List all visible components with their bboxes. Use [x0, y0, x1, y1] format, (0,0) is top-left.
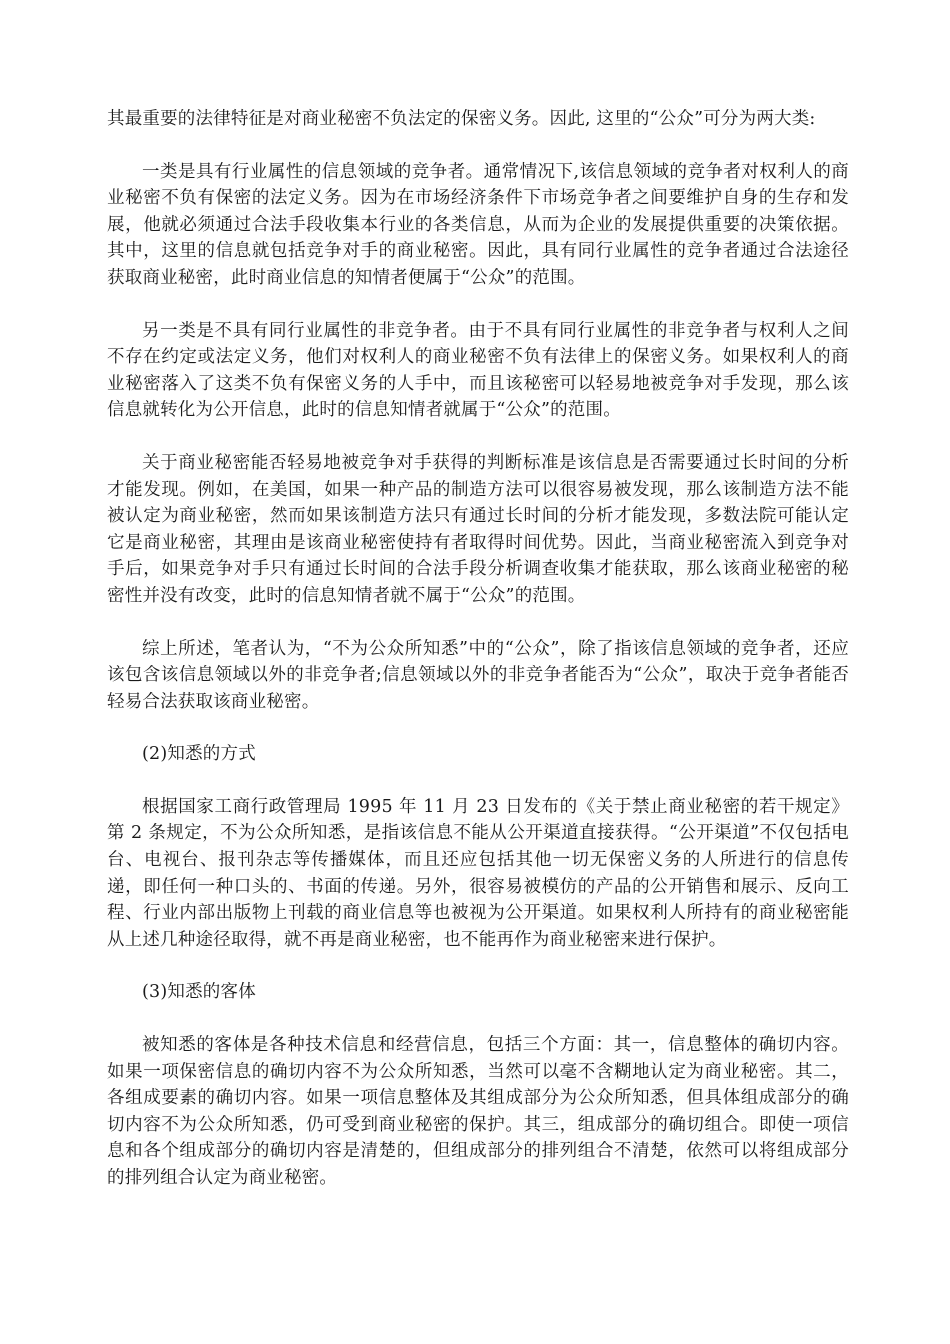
document-page	[107, 106, 849, 1218]
paragraph-non-competitors: 另一类是不具有同行业属性的非竞争者。由于不具有同行业属性的非竞争者与权利人之间不存在约定或法定义务，他们对权利人的商业秘密不负有法律上的保密义务。如果权利人的商业秘密落入了这类不负有保密义务的人手中，而且该秘密可以轻易地被竞争对手发现，那么该信息就转化为公开信息，此时的信息知情者就属于“公众”的范围。	[107, 320, 849, 421]
section-heading-object: (3)知悉的客体	[142, 982, 256, 1003]
section-heading-means: (2)知悉的方式	[142, 744, 256, 765]
paragraph-public-channels: 根据国家工商行政管理局 1995 年 11 月 23 日发布的《关于禁止商业秘密的若干规定》第 2 条规定，不为公众所知悉，是指该信息不能从公开渠道直接获得。“公开渠道”不仅包括电台、电视台、报刊杂志等传播媒体，而且还应包括其他一切无保密义务的人所进行的信息传递，即任何一种口头的、书面的传递。另外，很容易被模仿的产品的公开销售和展示、反向工程、行业内部出版物上刊载的商业信息等也被视为公开渠道。如果权利人所持有的商业秘密能从上述几种途径取得，就不再是商业秘密，也不能再作为商业秘密来进行保护。	[107, 796, 849, 950]
paragraph-summary: 综上所述，笔者认为，“不为公众所知悉”中的“公众”，除了指该信息领域的竞争者，还应该包含该信息领域以外的非竞争者;信息领域以外的非竞争者能否为“公众”，取决于竞争者能否轻易合法获取该商业秘密。	[107, 638, 849, 712]
paragraph-judgment-standard: 关于商业秘密能否轻易地被竞争对手获得的判断标准是该信息是否需要通过长时间的分析才能发现。例如，在美国，如果一种产品的制造方法可以很容易被发现，那么该制造方法不能被认定为商业秘密，然而如果该制造方法只有通过长时间的分析才能发现，多数法院可能认定它是商业秘密，其理由是该商业秘密使持有者取得时间优势。因此，当商业秘密流入到竞争对手后，如果竞争对手只有通过长时间的合法手段分析调查收集才能获取，那么该商业秘密的秘密性并没有改变，此时的信息知情者就不属于“公众”的范围。	[107, 452, 849, 606]
paragraph-competitors: 一类是具有行业属性的信息领域的竞争者。通常情况下,该信息领域的竞争者对权利人的商业秘密不负有保密的法定义务。因为在市场经济条件下市场竞争者之间要维护自身的生存和发展，他就必须通过合法手段收集本行业的各类信息，从而为企业的发展提供重要的决策依据。其中，这里的信息就包括竞争对手的商业秘密。因此，具有同行业属性的竞争者通过合法途径获取商业秘密，此时商业信息的知情者便属于“公众”的范围。	[107, 161, 849, 288]
paragraph-continuation: 其最重要的法律特征是对商业秘密不负法定的保密义务。因此, 这里的“公众”可分为两大类:	[107, 109, 816, 129]
paragraph-object: 被知悉的客体是各种技术信息和经营信息，包括三个方面：其一，信息整体的确切内容。如果一项保密信息的确切内容不为公众所知悉，当然可以毫不含糊地认定为商业秘密。其二，各组成要素的确切内容。如果一项信息整体及其组成部分为公众所知悉，但具体组成部分的确切内容不为公众所知悉，仍可受到商业秘密的保护。其三，组成部分的确切组合。即使一项信息和各个组成部分的确切内容是清楚的，但组成部分的排列组合不清楚，依然可以将组成部分的排列组合认定为商业秘密。	[107, 1035, 849, 1188]
